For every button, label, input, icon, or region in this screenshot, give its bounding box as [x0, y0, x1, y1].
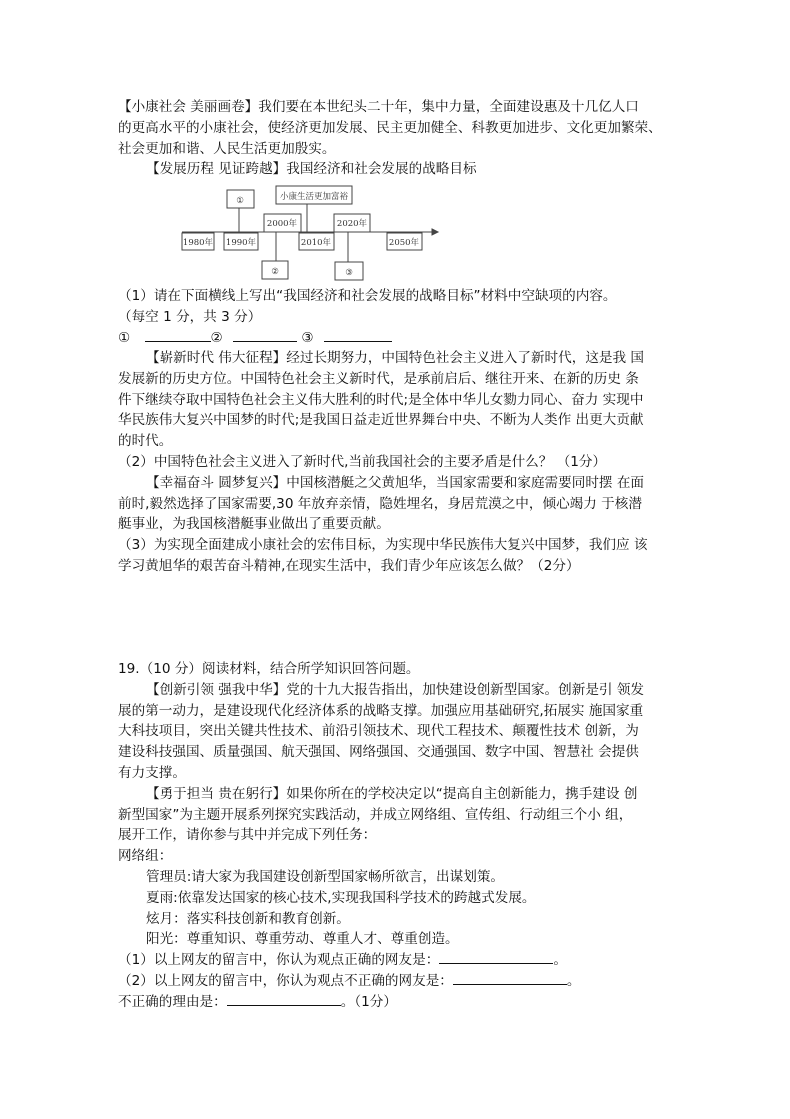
text-line: 【小康社会 美丽画卷】我们要在本世纪头二十年，集中力量，全面建设惠及十几亿人口	[118, 99, 639, 115]
text-line: 建设科技强国、质量强国、航天强国、网络强国、交通强国、数字中国、智慧社 会提供	[118, 744, 639, 761]
text-line: 有力支撑。	[118, 764, 186, 781]
blank-3-label: ③	[345, 268, 353, 278]
blank-marker: ②	[210, 329, 223, 346]
text-line: 艇事业，为我国核潜艇事业做出了重要贡献。	[118, 516, 390, 533]
blank-marker: ③	[301, 329, 314, 346]
timeline-arrow	[432, 229, 438, 235]
question-19	[118, 659, 678, 1013]
text-line: 大科技项目，突出关键共性技术、前沿引领技术、现代工程技术、颠覆性技术 创新，为	[118, 723, 639, 740]
text-line: 的时代。	[118, 433, 173, 450]
question-3: 学习黄旭华的艰苦奋斗精神,在现实生活中，我们青少年应该怎么做？（2分）	[118, 557, 580, 574]
answer-blank-1[interactable]	[145, 328, 211, 342]
strategic-goals-timeline-diagram	[0, 0, 790, 300]
text-line: 【幸福奋斗 圆梦复兴】中国核潜艇之父黄旭华，当国家需要和家庭需要同时摆 在面	[146, 474, 645, 491]
text-line: 华民族伟大复兴中国梦的时代;是我国日益走近世界舞台中央、不断为人类作 出更大贡献	[118, 412, 644, 429]
question-score: （每空 1 分，共 3 分）	[118, 308, 262, 325]
group-label: 网络组：	[118, 848, 173, 865]
text-line: 新型国家”为主题开展系列探究实践活动，并成立网络组、宣传组、行动组三个小 组，	[118, 806, 633, 823]
text-line: 展开工作，请你参与其中并完成下列任务：	[118, 827, 377, 844]
answer-blanks	[118, 328, 678, 349]
question-3: （3）为实现全面建成小康社会的宏伟目标，为实现中华民族伟大复兴中国梦，我们应 该	[118, 537, 648, 554]
question-text: （1）请在下面横线上写出“我国经济和社会发展的战略目标”材料中空缺项的内容。	[118, 288, 617, 304]
question-1	[118, 286, 678, 348]
subquestion-1	[118, 950, 678, 971]
score-note: 。（1分）	[340, 993, 397, 1010]
blank-2-label: ②	[271, 267, 279, 277]
blank-marker: ①	[118, 329, 131, 346]
answer-blank-3[interactable]	[324, 328, 392, 342]
subquestion-text: 不正确的理由是：	[118, 993, 227, 1010]
year-label: 1980年	[182, 238, 214, 248]
subquestion-reason	[118, 992, 678, 1013]
text-line: 社会更加和谐、人民生活更加殷实。	[118, 140, 336, 157]
year-label: 1990年	[225, 238, 257, 248]
answer-blank[interactable]	[439, 950, 553, 964]
text-line: 展的第一动力，是建设现代化经济体系的战略支撑。加强应用基础研究,拓展实 施国家重	[118, 702, 644, 719]
year-label: 2020年	[336, 219, 368, 229]
text-line: 【崭新时代 伟大征程】经过长期努力，中国特色社会主义进入了新时代，这是我 国	[146, 350, 645, 366]
year-label: 2050年	[388, 238, 420, 248]
text-line: 发展新的历史方位。中国特色社会主义新时代，是承前启后、继往开来、在新的历史 条	[118, 370, 639, 387]
text-line: 前时,毅然选择了国家需要,30 年放弃亲情，隐姓埋名，身居荒漠之中，倾心竭力 于核潜	[118, 495, 642, 512]
text-line: 【发展历程 见证跨越】我国经济和社会发展的战略目标	[146, 161, 477, 178]
period: 。	[553, 952, 567, 969]
answer-blank[interactable]	[453, 971, 567, 985]
text-line: 【创新引领 强我中华】党的十九大报告指出，加快建设创新型国家。创新是引 领发	[146, 681, 645, 698]
period: 。	[566, 972, 581, 989]
text-line: 【勇于担当 贵在躬行】如果你所在的学校决定以“提高自主创新能力，携手建设 创	[146, 785, 638, 802]
comment-line: 夏雨:依靠发达国家的核心技术,实现我国科学技术的跨越式发展。	[146, 889, 536, 906]
blank-1-label: ①	[236, 196, 244, 206]
section-new-era	[118, 348, 678, 577]
answer-blank[interactable]	[227, 992, 341, 1006]
comment-line: 阳光：尊重知识、尊重劳动、尊重人才、尊重创造。	[146, 931, 459, 948]
year-label: 2010年	[300, 238, 332, 248]
answer-blank-2[interactable]	[233, 328, 297, 342]
comment-line: 管理员:请大家为我国建设创新型国家畅所欲言，出谋划策。	[146, 868, 505, 885]
subquestion-2	[118, 971, 678, 992]
text-line: 件下继续夺取中国特色社会主义伟大胜利的时代;是全体中华儿女勠力同心、奋力 实现中	[118, 391, 644, 408]
question-heading: 19.（10 分）阅读材料，结合所学知识回答问题。	[118, 661, 420, 677]
text-line: 的更高水平的小康社会，使经济更加发展、民主更加健全、科教更加进步、文化更加繁荣、	[118, 119, 662, 136]
goal-2010-label: 小康生活更加富裕	[279, 192, 349, 202]
year-label: 2000年	[266, 219, 298, 229]
question-2: （2）中国特色社会主义进入了新时代,当前我国社会的主要矛盾是什么？ （1分）	[118, 453, 607, 470]
subquestion-text: （2）以上网友的留言中，你认为观点不正确的网友是：	[118, 972, 453, 989]
comment-line: 炫月：落实科技创新和教育创新。	[146, 910, 350, 927]
subquestion-text: （1）以上网友的留言中，你认为观点正确的网友是：	[118, 952, 440, 969]
